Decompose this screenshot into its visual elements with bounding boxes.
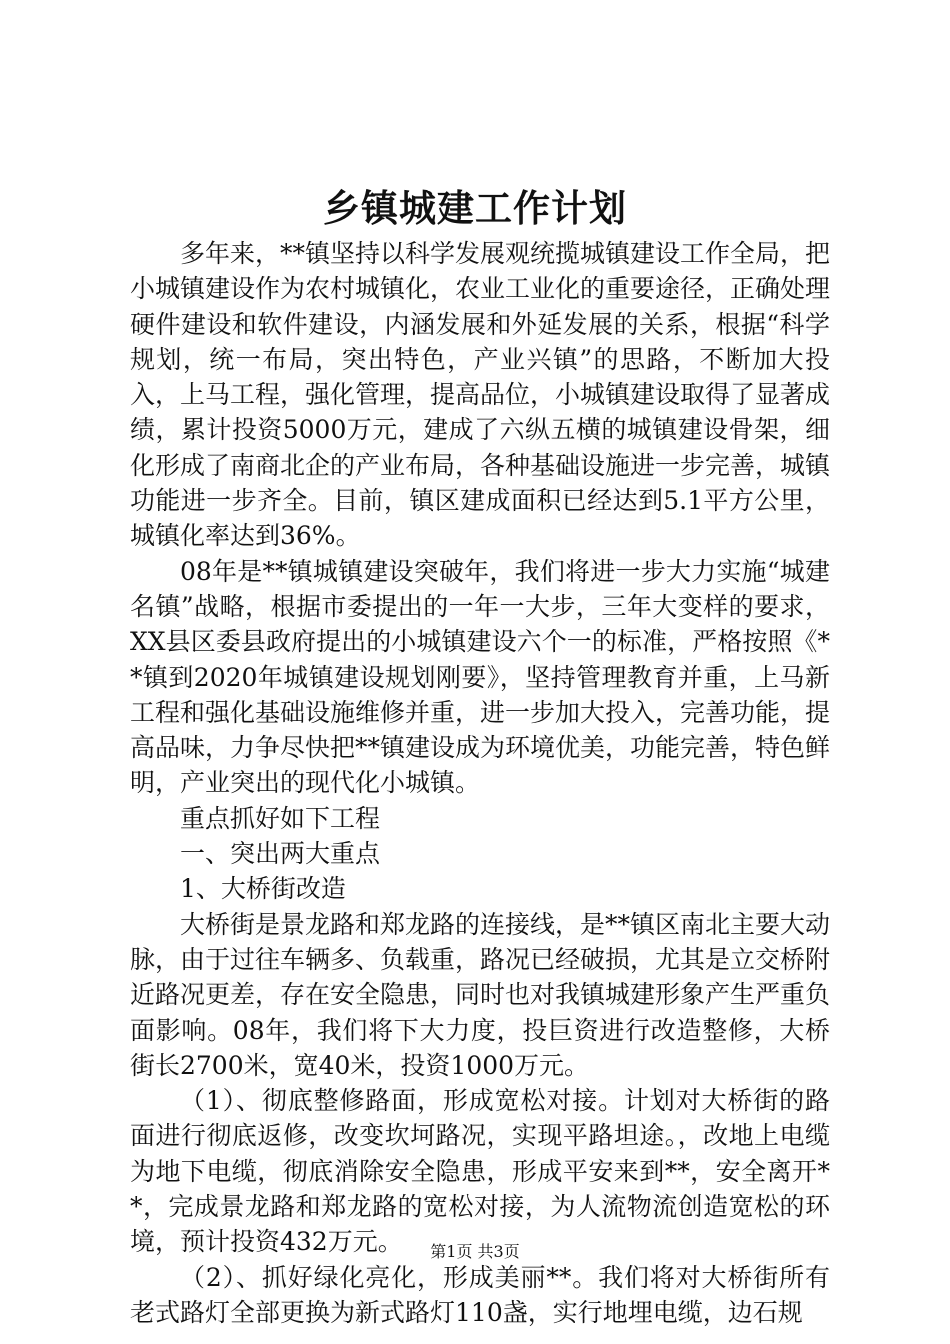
document-body <box>130 236 830 1330</box>
paragraph-daqiao-street: 大桥街是景龙路和郑龙路的连接线，是**镇区南北主要大动脉，由于过往车辆多、负载重，路况已经破损，尤其是立交桥附近路况更差，存在安全隐患，同时也对我镇城建形象产生严重负面影响。08年，我们将下大力度，投巨资进行改造整修，大桥街长2700米，宽40米，投资1000万元。 <box>130 909 831 1080</box>
document-title: 乡镇城建工作计划 <box>323 186 627 230</box>
paragraph-intro: 多年来，**镇坚持以科学发展观统揽城镇建设工作全局，把小城镇建设作为农村城镇化，农业工业化的重要途径，正确处理硬件建设和软件建设，内涵发展和外延发展的关系，根据“科学规划，统一布局，突出特色，产业兴镇”的思路，不断加大投入，上马工程，强化管理，提高品位，小城镇建设取得了显著成绩，累计投资5000万元，建成了六纵五横的城镇建设骨架，细化形成了南商北企的产业布局，各种基础设施进一步完善，城镇功能进一步齐全。目前，镇区建成面积已经达到5.1平方公里，城镇化率达到36%。 <box>130 239 831 551</box>
subsection-heading-daqiao-street: 1、大桥街改造 <box>180 874 346 904</box>
paragraph-greening-lighting: （2）、抓好绿化亮化，形成美丽**。我们将对大桥街所有老式路灯全部更换为新式路灯110盏，实行地埋电缆，边石规 <box>130 1262 830 1327</box>
page-footer: 第1页 共3页 <box>430 1242 520 1261</box>
paragraph-plan-2008: 08年是**镇城镇建设突破年，我们将进一步大力实施“城建名镇”战略，根据市委提出的一年一大步，三年大变样的要求，XX县区委县政府提出的小城镇建设六个一的标准，严格按照《**镇到2020年城镇建设规划刚要》，坚持管理教育并重，上马新工程和强化基础设施维修并重，进一步加大投入，完善功能，提高品味，力争尽快把**镇建设成为环境优美，功能完善，特色鲜明，产业突出的现代化小城镇。 <box>130 556 831 798</box>
section-heading-two-priorities: 一、突出两大重点 <box>180 839 381 869</box>
paragraph-road-repair: （1）、彻底整修路面，形成宽松对接。计划对大桥街的路面进行彻底返修，改变坎坷路况，实现平路坦途。，改地上电缆为地下电缆，彻底消除安全隐患，形成平安来到**，安全离开**，完成景龙路和郑龙路的宽松对接，为人流物流创造宽松的环境，预计投资432万元。 <box>130 1086 830 1257</box>
paragraph-key-projects: 重点抓好如下工程 <box>180 803 381 833</box>
